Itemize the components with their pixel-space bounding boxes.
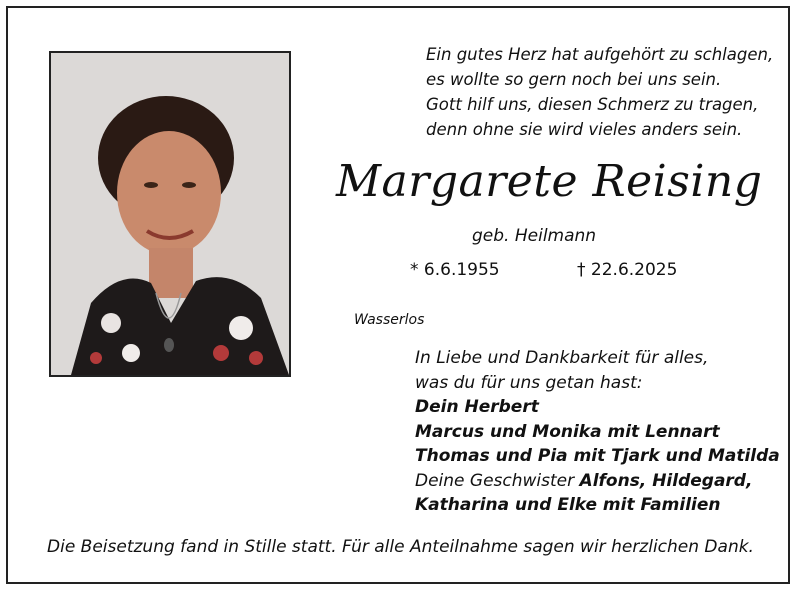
siblings-prefix: Deine Geschwister xyxy=(415,470,580,491)
poem-line: Ein gutes Herz hat aufgehört zu schlagen, xyxy=(426,45,774,64)
birth-date: * 6.6.1955 xyxy=(410,260,500,280)
place: Wasserlos xyxy=(354,312,425,328)
family-line: Marcus und Monika mit Lennart xyxy=(415,421,720,442)
family-line: Dein Herbert xyxy=(415,397,539,417)
family-line: Thomas und Pia mit Tjark und Matilda xyxy=(415,446,780,466)
siblings-names: Alfons, Hildegard, xyxy=(579,470,753,491)
portrait-photo xyxy=(49,51,291,377)
family-line: Katharina und Elke mit Familien xyxy=(415,495,721,515)
poem-line: es wollte so gern noch bei uns sein. xyxy=(426,70,722,89)
deceased-name: Margarete Reising xyxy=(336,156,763,207)
family-signature xyxy=(415,346,780,518)
footer-note: Die Beisetzung fand in Stille statt. Für alle Anteilnahme sagen wir herzlichen Dank. xyxy=(47,537,754,557)
death-date: † 22.6.2025 xyxy=(577,260,678,280)
poem-line: Gott hilf uns, diesen Schmerz zu tragen, xyxy=(426,95,759,114)
poem xyxy=(426,42,773,142)
intro-line: In Liebe und Dankbarkeit für alles, xyxy=(415,348,709,368)
siblings-line xyxy=(415,469,780,494)
birth-name: geb. Heilmann xyxy=(472,226,597,246)
poem-line: denn ohne sie wird vieles anders sein. xyxy=(426,120,743,139)
intro-line: was du für uns getan hast: xyxy=(415,372,643,393)
